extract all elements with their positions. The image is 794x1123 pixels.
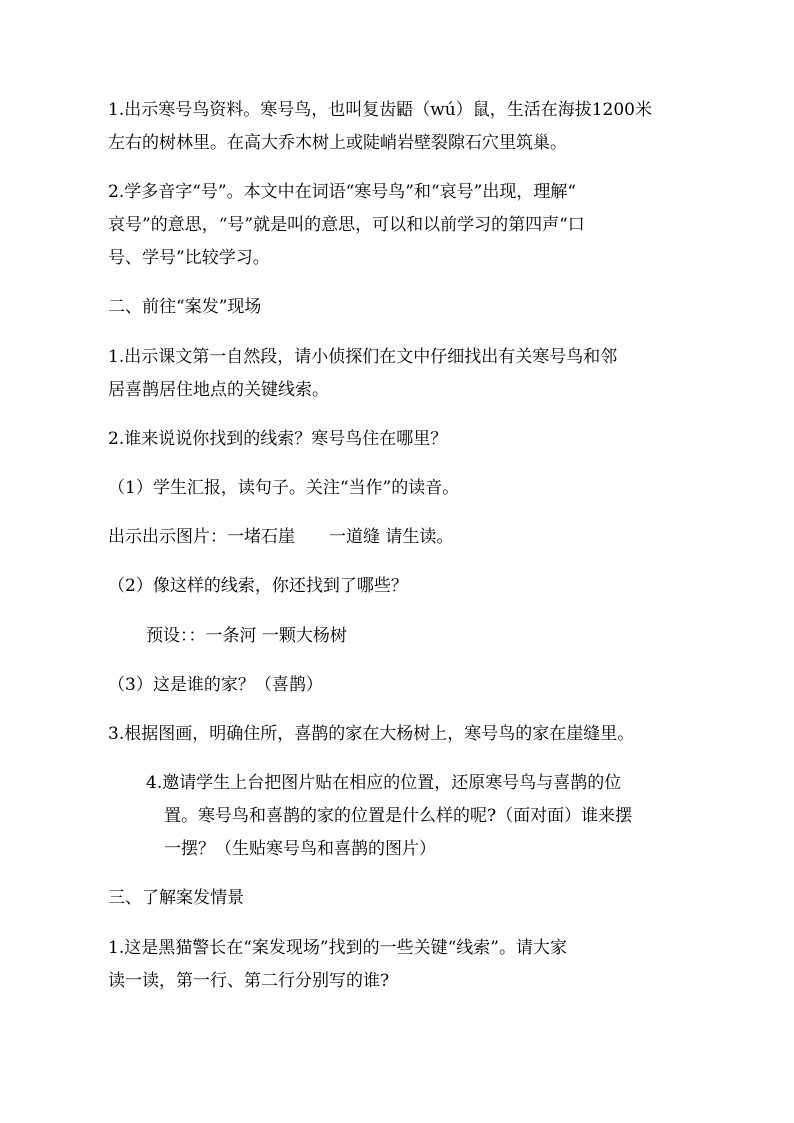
text-line: 居喜鹊居住地点的关键线索。: [108, 380, 329, 400]
text-line: 读一读，第一行、第二行分别写的谁?: [108, 971, 390, 991]
text-line: （3）这是谁的家？（喜鹊）: [108, 675, 323, 695]
text-line: 2.谁来说说你找到的线索？寒号鸟住在哪里？: [108, 429, 448, 449]
text-line: 哀号”的意思，“号”就是叫的意思，可以和以前学习的第四声“口: [108, 215, 585, 235]
text-line: 置。寒号鸟和喜鹊的家的位置是什么样的呢?（面对面）谁来摆: [164, 806, 633, 826]
text-line: 预设：：一条河 一颗大杨树: [146, 626, 347, 646]
text-line: 一摆？（生贴寒号鸟和喜鹊的图片）: [164, 839, 436, 859]
text-line: 3.根据图画，明确住所，喜鹊的家在大杨树上，寒号鸟的家在崖缝里。: [108, 724, 635, 744]
section-heading: 三、了解案发情景: [108, 888, 244, 908]
text-line: 1.出示课文第一自然段，请小侦探们在文中仔细找出有关寒号鸟和邻: [108, 347, 618, 367]
text-line: 出示出示图片：一堵石崖 一道缝 请生读。: [108, 527, 454, 547]
text-line: （2）像这样的线索，你还找到了哪些？: [108, 576, 408, 596]
text-line: 4.邀请学生上台把图片贴在相应的位置，还原寒号鸟与喜鹊的位: [146, 773, 622, 793]
text-line: 号、学号”比较学习。: [108, 248, 270, 268]
text-line: 左右的树林里。在高大乔木树上或陡峭岩壁裂隙石穴里筑巢。: [108, 133, 567, 153]
text-line: （1）学生汇报，读句子。关注“当作”的读音。: [108, 478, 460, 498]
text-line: 1.这是黑猫警长在“案发现场”找到的一些关键“线索”。请大家: [108, 938, 567, 958]
section-heading: 二、前往“案发”现场: [108, 297, 262, 317]
text-line: 1.出示寒号鸟资料。寒号鸟，也叫复齿鼯（wú）鼠，生活在海拔1200米: [108, 100, 652, 120]
text-line: 2.学多音字“号”。本文中在词语“寒号鸟”和“哀号”出现，理解“: [108, 182, 577, 202]
